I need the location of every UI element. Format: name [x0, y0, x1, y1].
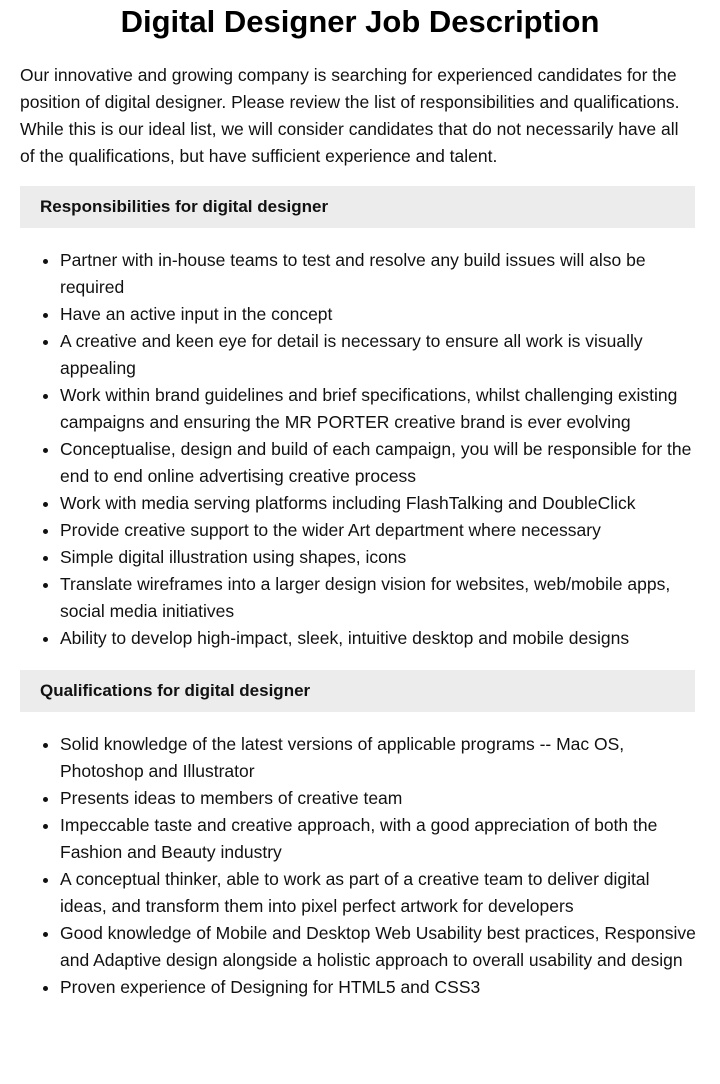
list-item: • Impeccable taste and creative approach, with a good appreciation of both the Fashion and Beauty industry [60, 812, 700, 866]
intro-paragraph: Our innovative and growing company is searching for experienced candidates for the position of digital designer. Please review the list of responsibilities and qualifications. While this is our ideal list, we will consider candidates that do not necessarily have all of the qualifications, but have sufficient experience and talent. [20, 65, 680, 166]
list-item: • Good knowledge of Mobile and Desktop Web Usability best practices, Responsive and Adaptive design alongside a holistic approach to overall usability and design [60, 920, 700, 974]
responsibilities-list [20, 247, 700, 652]
list-item: • A creative and keen eye for detail is necessary to ensure all work is visually appealing [60, 328, 700, 382]
list-item: • Presents ideas to members of creative team [60, 785, 700, 812]
qualifications-heading: Qualifications for digital designer [20, 670, 695, 712]
qualifications-list [20, 731, 700, 1001]
page-title: Digital Designer Job Description [120, 4, 600, 39]
list-item: • Partner with in-house teams to test and resolve any build issues will also be required [60, 247, 700, 301]
list-item: • Work with media serving platforms including FlashTalking and DoubleClick [60, 490, 700, 517]
list-item: • Conceptualise, design and build of each campaign, you will be responsible for the end to end online advertising creative process [60, 436, 700, 490]
list-item: • Provide creative support to the wider Art department where necessary [60, 517, 700, 544]
list-item: • Ability to develop high-impact, sleek, intuitive desktop and mobile designs [60, 625, 700, 652]
responsibilities-heading: Responsibilities for digital designer [20, 186, 695, 228]
list-item: • Have an active input in the concept [60, 301, 700, 328]
list-item: • Translate wireframes into a larger design vision for websites, web/mobile apps, social media initiatives [60, 571, 700, 625]
list-item: • Simple digital illustration using shapes, icons [60, 544, 700, 571]
list-item: • Solid knowledge of the latest versions of applicable programs -- Mac OS, Photoshop and Illustrator [60, 731, 700, 785]
list-item: • A conceptual thinker, able to work as part of a creative team to deliver digital ideas, and transform them into pixel perfect artwork for developers [60, 866, 700, 920]
list-item: • Work within brand guidelines and brief specifications, whilst challenging existing campaigns and ensuring the MR PORTER creative brand is ever evolving [60, 382, 700, 436]
list-item: • Proven experience of Designing for HTML5 and CSS3 [60, 974, 700, 1001]
